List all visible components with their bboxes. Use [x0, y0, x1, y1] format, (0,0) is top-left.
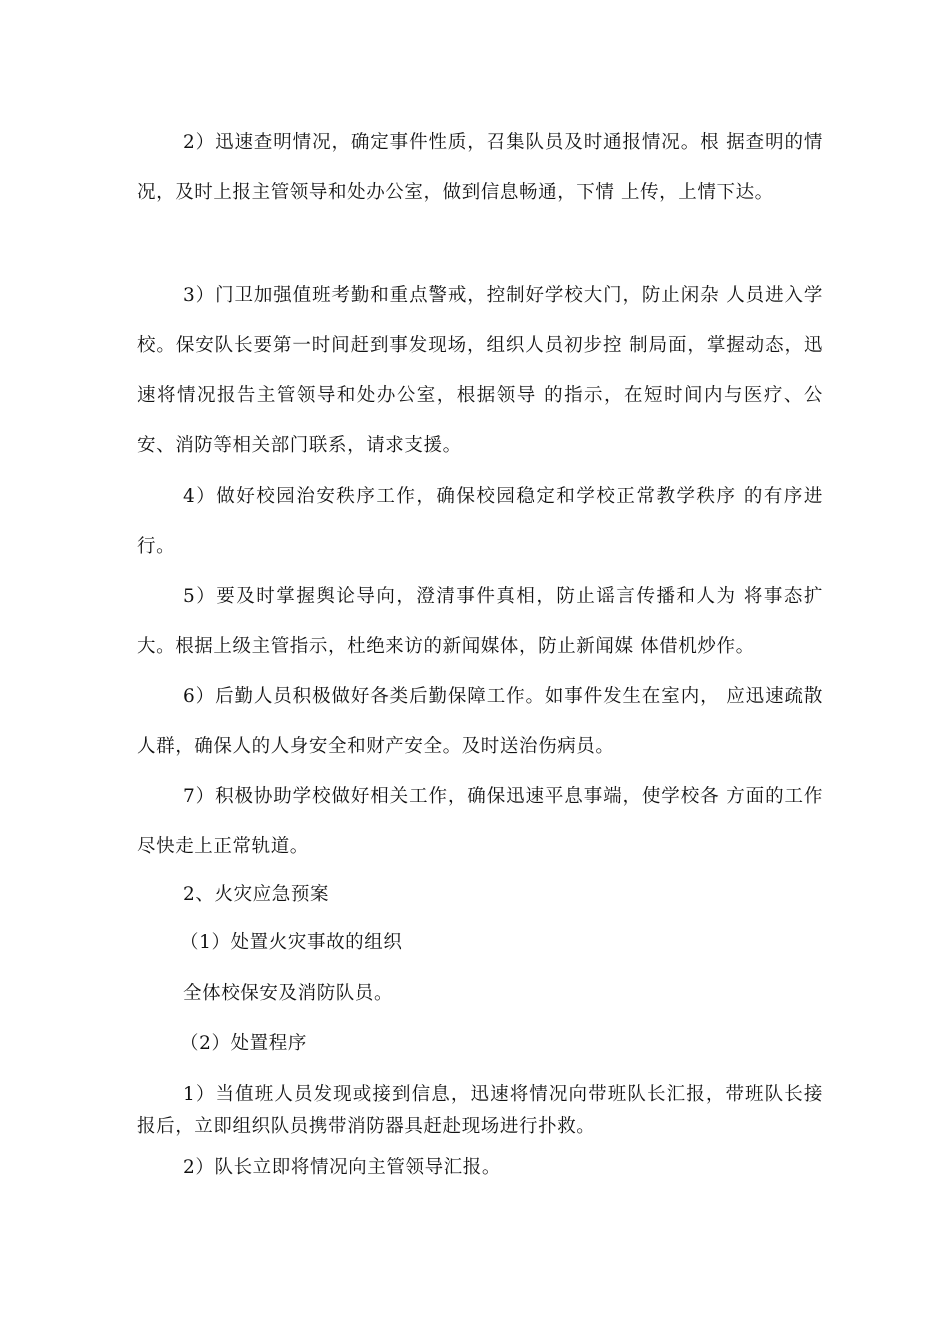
- paragraph-all-staff: 全体校保安及消防队员。: [183, 983, 394, 1004]
- paragraph-2-investigate: 2）迅速查明情况，确定事件性质，召集队员及时通报情况。根 据查明的情况，及时上报主管领导和处办公室，做到信息畅通，下情 上传，上情下达。: [137, 132, 823, 203]
- paragraph-procedure-1: 1）当值班人员发现或接到信息，迅速将情况向带班队长汇报，带班队长接报后，立即组织队员携带消防器具赶赴现场进行扑救。: [137, 1084, 823, 1137]
- paragraph-7-assist: 7）积极协助学校做好相关工作，确保迅速平息事端，使学校各 方面的工作尽快走上正常轨道。: [137, 786, 823, 857]
- paragraph-4-order: 4）做好校园治安秩序工作，确保校园稳定和学校正常教学秩序 的有序进行。: [137, 486, 823, 557]
- subheading-procedure: （2）处置程序: [180, 1033, 307, 1054]
- subheading-organization: （1）处置火灾事故的组织: [180, 932, 403, 953]
- section-heading-fire-plan: 2、火灾应急预案: [183, 884, 330, 905]
- paragraph-5-public-opinion: 5）要及时掌握舆论导向，澄清事件真相，防止谣言传播和人为 将事态扩大。根据上级主管指示，杜绝来访的新闻媒体，防止新闻媒 体借机炒作。: [137, 586, 823, 657]
- paragraph-3-gate-guard: 3）门卫加强值班考勤和重点警戒，控制好学校大门，防止闲杂 人员进入学校。保安队长要第一时间赶到事发现场，组织人员初步控 制局面，掌握动态，迅速将情况报告主管领导和处办公室，根据领导 的指示，在短时间内与医疗、公安、消防等相关部门联系，请求支援。: [137, 285, 823, 456]
- paragraph-6-logistics: 6）后勤人员积极做好各类后勤保障工作。如事件发生在室内， 应迅速疏散人群，确保人的人身安全和财产安全。及时送治伤病员。: [137, 686, 823, 757]
- paragraph-procedure-2: 2）队长立即将情况向主管领导汇报。: [183, 1157, 501, 1178]
